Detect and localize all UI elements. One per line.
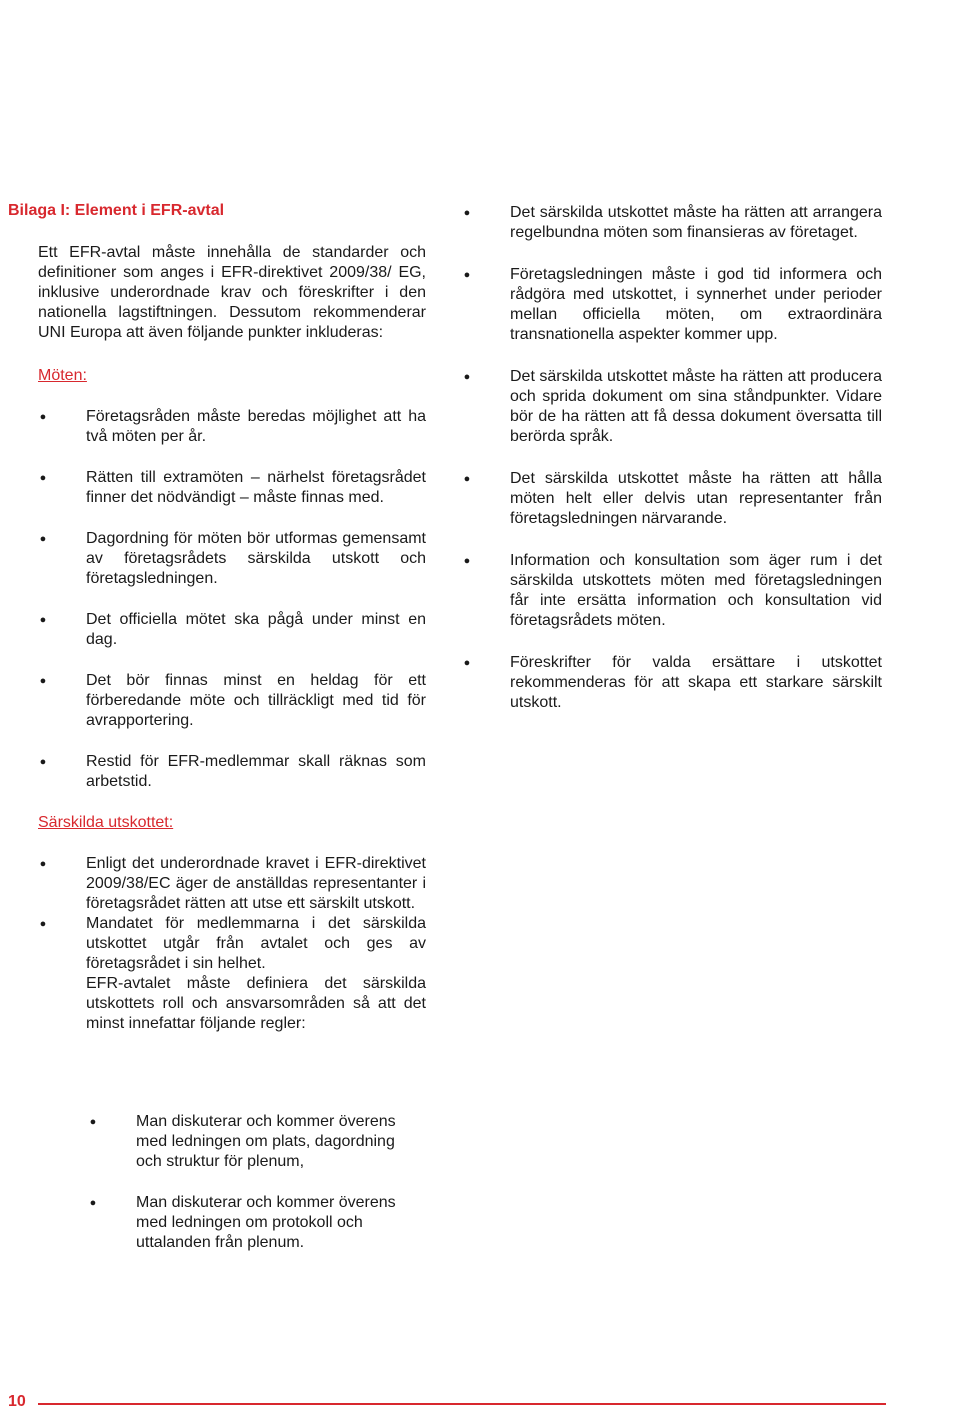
committee-continuation: EFR-avtalet måste definiera det särskilda utskottets roll och ansvarsområden så att det minst innefattar följande regler: bbox=[86, 975, 426, 1032]
list-item: ● Det särskilda utskottet måste ha rätten att hålla möten helt eller delvis utan representanter från företagsledningen närvarande. bbox=[463, 470, 882, 527]
bullet-icon: ● bbox=[39, 858, 47, 870]
list-item: ● Enligt det underordnade kravet i EFR-direktivet 2009/38/EC äger de anställdas representanter i företagsrådet rätten att utse ett särskilt utskott. bbox=[39, 855, 426, 912]
bullet-icon: ● bbox=[89, 1197, 97, 1209]
bullet-icon: ● bbox=[39, 472, 47, 484]
committee-heading: Särskilda utskottet: bbox=[38, 814, 174, 831]
list-item: ● Föreskrifter för valda ersättare i utskottet rekommenderas för att skapa ett starkare särskilt utskott. bbox=[463, 654, 882, 711]
bullet-icon: ● bbox=[39, 614, 47, 626]
bullet-icon: ● bbox=[463, 657, 471, 669]
list-item: ● Man diskuterar och kommer överens med ledningen om plats, dagordning och struktur för plenum, bbox=[89, 1113, 396, 1170]
list-item: ● Rätten till extramöten – närhelst företagsrådet finner det nödvändigt – måste finnas med. bbox=[39, 469, 426, 506]
bullet-icon: ● bbox=[463, 371, 471, 383]
list-item: ● Företagsledningen måste i god tid informera och rådgöra med utskottet, i synnerhet under perioder mellan officiella möten, om extraordinära transnationella aspekter kommer upp. bbox=[463, 266, 882, 343]
bullet-icon: ● bbox=[463, 269, 471, 281]
page-title: Bilaga I: Element i EFR-avtal bbox=[8, 202, 225, 219]
right-list bbox=[462, 203, 882, 713]
page-number: 10 bbox=[8, 1393, 26, 1410]
bullet-icon: ● bbox=[39, 675, 47, 687]
list-item: ● Restid för EFR-medlemmar skall räknas som arbetstid. bbox=[39, 753, 426, 790]
list-item: ● Det särskilda utskottet måste ha rätten att producera och sprida dokument om sina ståndpunkter. Vidare bör de ha rätten att få dessa dokument översatta till berörda språk. bbox=[463, 368, 882, 445]
list-item: ● Det bör finnas minst en heldag för ett förberedande möte och tillräckligt med tid för avrapportering. bbox=[39, 672, 426, 729]
bullet-icon: ● bbox=[463, 473, 471, 485]
bullet-icon: ● bbox=[463, 207, 471, 219]
footer-divider bbox=[38, 1403, 886, 1405]
list-item: ● Det särskilda utskottet måste ha rätten att arrangera regelbundna möten som finansieras av företaget. bbox=[463, 204, 882, 241]
bullet-icon: ● bbox=[463, 555, 471, 567]
left-column bbox=[38, 243, 426, 1034]
bullet-icon: ● bbox=[39, 411, 47, 423]
bullet-icon: ● bbox=[89, 1116, 97, 1128]
list-item: ● Företagsråden måste beredas möjlighet att ha två möten per år. bbox=[39, 408, 426, 445]
list-item: ● Mandatet för medlemmarna i det särskilda utskottet utgår från avtalet och ges av företagsrådet i sin helhet. EFR-avtalet måste definiera det särskilda utskottets roll och ansvarsområden så att det minst innefattar följande regler: bbox=[39, 915, 426, 1032]
committee-sublist bbox=[88, 1112, 406, 1253]
list-item: ● Dagordning för möten bör utformas gemensamt av företagsrådets särskilda utskott och företagsledningen. bbox=[39, 530, 426, 587]
committee-list bbox=[38, 854, 426, 1034]
list-item: ● Information och konsultation som äger rum i det särskilda utskottets möten med företagsledningen får inte ersätta information och konsultation vid företagsrådets möten. bbox=[463, 552, 882, 629]
intro-paragraph: Ett EFR-avtal måste innehålla de standarder och definitioner som anges i EFR-direktivet 2009/38/ EG, inklusive underordnade krav och föreskrifter i den nationella lagstiftningen. Dessutom rekommenderar UNI Europa att även följande punkter inkluderas: bbox=[38, 244, 426, 341]
list-item: ● Man diskuterar och kommer överens med ledningen om protokoll och uttalanden från plenum. bbox=[89, 1194, 396, 1251]
bullet-icon: ● bbox=[39, 533, 47, 545]
right-column bbox=[462, 203, 882, 713]
bullet-icon: ● bbox=[39, 756, 47, 768]
meetings-list bbox=[38, 407, 426, 792]
list-item: ● Det officiella mötet ska pågå under minst en dag. bbox=[39, 611, 426, 648]
meetings-heading: Möten: bbox=[38, 367, 87, 384]
bullet-icon: ● bbox=[39, 918, 47, 930]
